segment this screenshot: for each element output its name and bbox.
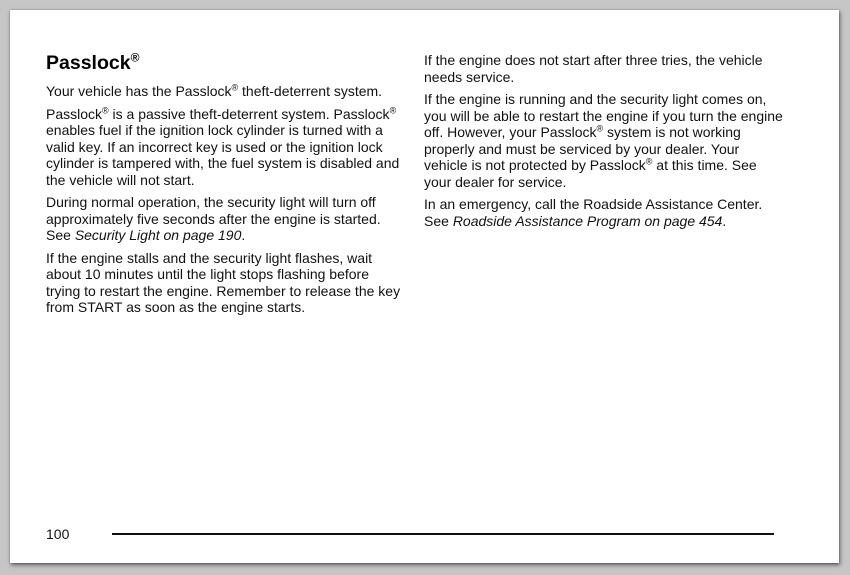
intro-paragraph: Your vehicle has the Passlock® theft-deterrent system. [46, 82, 383, 99]
roadside-assistance-reference[interactable]: Roadside Assistance Program on page 454 [452, 212, 723, 229]
emergency-paragraph: In an emergency, call the Roadside Assistance Center. See Roadside Assistance Program on page 454. [424, 196, 763, 229]
left-column [46, 52, 402, 322]
page-number: 100 [46, 526, 70, 542]
section-heading: Passlock® [46, 50, 140, 74]
engine-stall-paragraph: If the engine stalls and the security light flashes, wait about 10 minutes until the light stops flashing before trying to restart the engine. Remember to release the key from START as soon as the engine starts. [46, 249, 401, 315]
passive-system-paragraph: Passlock® is a passive theft-deterrent system. Passlock® enables fuel if the ignition lock cylinder is turned with a valid key. If an incorrect key is used or the ignition lock cylinder is tampered with, the fuel system is disabled and the vehicle will not start. [46, 104, 400, 188]
normal-operation-paragraph: During normal operation, the security light will turn off approximately five seconds after the engine is started. See Security Light on page 190. [46, 194, 381, 243]
manual-page [10, 10, 839, 563]
footer-rule [112, 533, 774, 535]
three-tries-paragraph: If the engine does not start after three tries, the vehicle needs service. [424, 52, 763, 85]
registered-mark: ® [130, 50, 140, 65]
security-light-on-paragraph: If the engine is running and the security light comes on, you will be able to restart the engine if you turn the engine off. However, your Passlock® system is not working properly and must be serviced by your dealer. Your vehicle is not protected by Passlock® at this time. See your dealer for service. [424, 91, 783, 190]
security-light-reference[interactable]: Security Light on page 190 [74, 227, 242, 243]
right-column [424, 52, 786, 235]
